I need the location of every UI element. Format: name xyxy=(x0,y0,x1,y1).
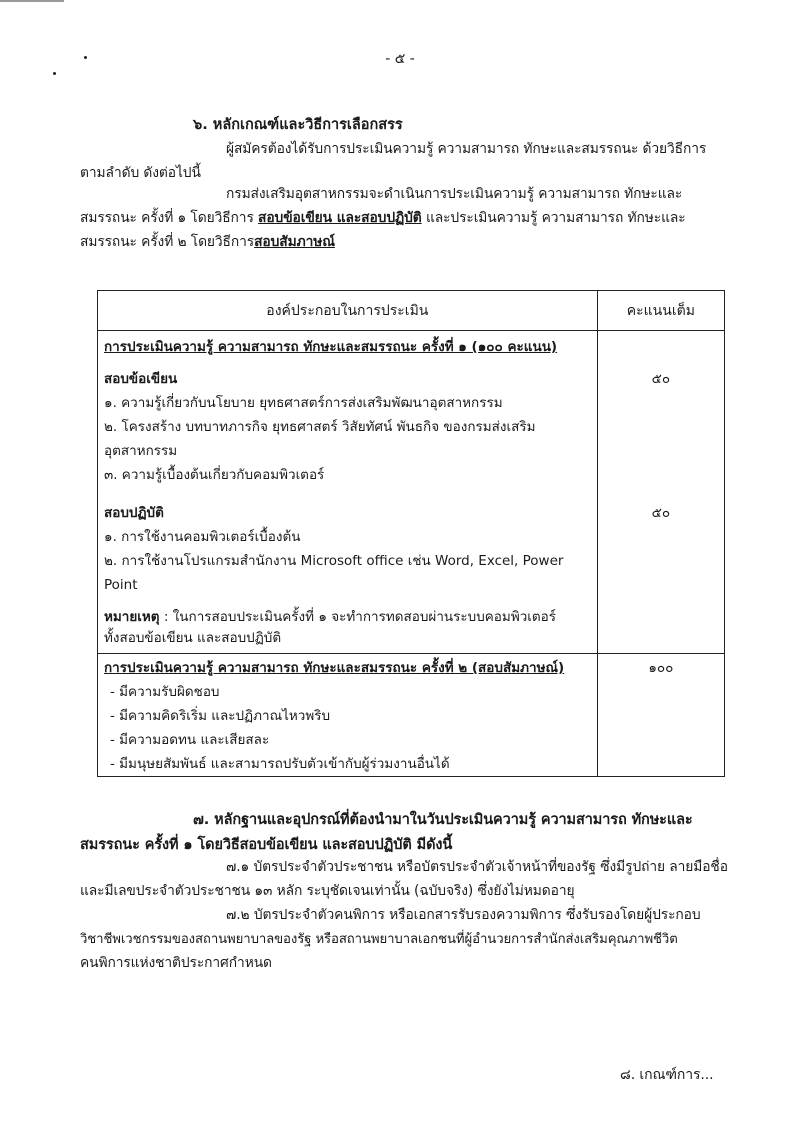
interview-score: ๑๐๐ xyxy=(648,660,674,676)
page-number: - ๕ - xyxy=(385,51,415,67)
section-7-heading-line-1: ๗. หลักฐานและอุปกรณ์ที่ต้องนำมาในวันประเมินความรู้ ความสามารถ ทักษะและ xyxy=(193,812,693,828)
round-1-note xyxy=(98,605,597,629)
table-row-round-1 xyxy=(98,331,725,654)
interview-criterion-4: - มีมนุษยสัมพันธ์ และสามารถปรับตัวเข้ากับผู้ร่วมงานอื่นได้ xyxy=(110,756,450,772)
section-6-paragraph-1-line-1: ผู้สมัครต้องได้รับการประเมินความรู้ ความสามารถ ทักษะและสมรรถนะ ด้วยวิธีการ xyxy=(226,141,707,157)
assessment-table xyxy=(97,290,725,777)
item-7-1-line-2: และมีเลขประจำตัวประชาชน ๑๓ หลัก ระบุชัดเจนเท่านั้น (ฉบับจริง) ซึ่งยังไม่หมดอายุ xyxy=(80,883,575,899)
practical-exam-label: สอบปฏิบัติ xyxy=(104,505,164,521)
note-text: : ในการสอบประเมินครั้งที่ ๑ จะทำการทดสอบผ่านระบบคอมพิวเตอร์ xyxy=(159,609,557,625)
interview-criterion-1: - มีความรับผิดชอบ xyxy=(110,684,220,700)
practical-score: ๕๐ xyxy=(651,505,671,521)
written-exam-label: สอบข้อเขียน xyxy=(104,371,178,387)
written-score: ๕๐ xyxy=(651,371,671,387)
item-7-2-line-1: ๗.๒ บัตรประจำตัวคนพิการ หรือเอกสารรับรองความพิการ ซึ่งรับรองโดยผู้ประกอบ xyxy=(226,907,701,923)
continuation-marker: ๘. เกณฑ์การ... xyxy=(620,1067,714,1083)
written-item-2-cont: อุตสาหกรรม xyxy=(104,443,178,459)
round-2-score-cell xyxy=(597,654,724,777)
item-7-1-line-1: ๗.๑ บัตรประจำตัวประชาชน หรือบัตรประจำตัวเจ้าหน้าที่ของรัฐ ซึ่งมีรูปถ่าย ลายมือชื่อ xyxy=(226,859,728,875)
section-6-heading: ๖. หลักเกณฑ์และวิธีการเลือกสรร xyxy=(193,117,403,133)
section-6-paragraph-1-line-2: ตามลำดับ ดังต่อไปนี้ xyxy=(80,165,201,181)
scan-edge-mark xyxy=(0,0,64,2)
header-components: องค์ประกอบในการประเมิน xyxy=(98,291,598,331)
practical-item-2-cont: Point xyxy=(104,577,138,593)
written-item-3: ๓. ความรู้เบื้องต้นเกี่ยวกับคอมพิวเตอร์ xyxy=(104,467,325,483)
text: และประเมินความรู้ ความสามารถ ทักษะและ xyxy=(421,210,686,226)
section-6-paragraph-2-line-1: กรมส่งเสริมอุตสาหกรรมจะดำเนินการประเมินความรู้ ความสามารถ ทักษะและ xyxy=(226,186,683,202)
emphasis-written-practical: สอบข้อเขียน และสอบปฏิบัติ xyxy=(258,210,422,226)
written-item-2: ๒. โครงสร้าง บทบาทภารกิจ ยุทธศาสตร์ วิสัยทัศน์ พันธกิจ ของกรมส่งเสริม xyxy=(104,419,536,435)
interview-criterion-3: - มีความอดทน และเสียสละ xyxy=(110,732,270,748)
round-1-title: การประเมินความรู้ ความสามารถ ทักษะและสมรรถนะ ครั้งที่ ๑ (๑๐๐ คะแนน) xyxy=(104,339,558,355)
section-6-paragraph-2-line-3 xyxy=(80,231,335,253)
text: สมรรถนะ ครั้งที่ ๑ โดยวิธีการ xyxy=(80,210,259,226)
text: สมรรถนะ ครั้งที่ ๒ โดยวิธีการ xyxy=(80,234,255,250)
item-7-2-line-3: คนพิการแห่งชาติประกาศกำหนด xyxy=(80,955,272,971)
round-1-note-cont: ทั้งสอบข้อเขียน และสอบปฏิบัติ xyxy=(104,630,282,646)
note-label: หมายเหตุ xyxy=(104,609,160,625)
round-1-scores xyxy=(597,331,724,654)
table-header-row xyxy=(98,291,725,331)
section-6-paragraph-2-line-2 xyxy=(80,207,686,229)
section-7-heading-line-2: สมรรถนะ ครั้งที่ ๑ โดยวิธีสอบข้อเขียน และสอบปฏิบัติ มีดังนี้ xyxy=(80,837,453,853)
emphasis-interview: สอบสัมภาษณ์ xyxy=(254,234,335,250)
table-row-round-2 xyxy=(98,654,725,777)
scan-speck xyxy=(53,72,56,75)
written-item-1: ๑. ความรู้เกี่ยวกับนโยบาย ยุทธศาสตร์การส่งเสริมพัฒนาอุตสาหกรรม xyxy=(104,395,503,411)
item-7-2-line-2: วิชาชีพเวชกรรมของสถานพยาบาลของรัฐ หรือสถานพยาบาลเอกชนที่ผู้อำนวยการสำนักส่งเสริมคุณภาพชีวิต xyxy=(80,932,678,947)
header-full-score: คะแนนเต็ม xyxy=(597,291,724,331)
round-2-content xyxy=(98,654,598,777)
interview-criterion-2: - มีความคิดริเริ่ม และปฏิภาณไหวพริบ xyxy=(110,708,331,724)
round-1-content xyxy=(98,331,598,654)
practical-item-1: ๑. การใช้งานคอมพิวเตอร์เบื้องต้น xyxy=(104,529,301,545)
round-2-title: การประเมินความรู้ ความสามารถ ทักษะและสมรรถนะ ครั้งที่ ๒ (สอบสัมภาษณ์) xyxy=(104,660,565,676)
practical-item-2: ๒. การใช้งานโปรแกรมสำนักงาน Microsoft office เช่น Word, Excel, Power xyxy=(104,553,564,569)
